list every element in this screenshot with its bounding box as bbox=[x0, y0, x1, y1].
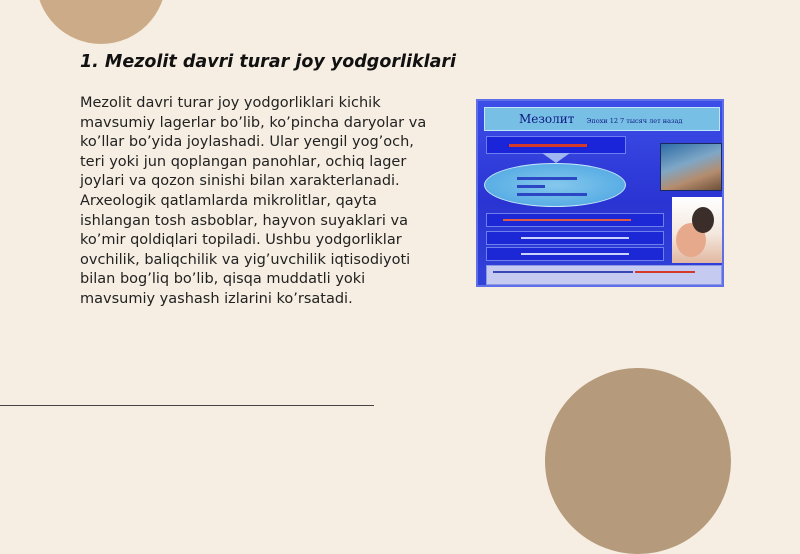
divider-line bbox=[0, 405, 374, 406]
slide-subtitle: Эпохи 12 7 тысяч лет назад bbox=[586, 117, 683, 125]
slide-header-box bbox=[486, 136, 626, 154]
page-title: 1. Mezolit davri turar joy yodgorliklari bbox=[80, 52, 457, 72]
decorative-circle-top bbox=[36, 0, 166, 44]
slide-bar bbox=[486, 247, 664, 261]
slide-image bbox=[476, 99, 724, 287]
decorative-circle-bottom bbox=[545, 368, 731, 554]
slide-photo-landscape bbox=[660, 143, 722, 191]
slide-title: Мезолит bbox=[519, 112, 575, 126]
slide-bar bbox=[486, 231, 664, 245]
slide-footer bbox=[486, 265, 722, 285]
slide-title-bar bbox=[484, 107, 720, 131]
body-paragraph: Mezolit davri turar joy yodgorliklari kichik mavsumiy lagerlar bo’lib, ko’pincha daryolar va ko’llar bo’yida joylashadi. Ular yengil yog’och, teri yoki jun qoplangan panohlar, ochiq lager joylari va qozon sinishi bilan xarakterlanadi. Arxeologik qatlamlarda mikrolitlar, qayta ishlangan tosh asboblar, hayvon suyaklari va ko’mir qoldiqlari topiladi. Ushbu yodgorliklar ovchilik, baliqchilik va yig’uvchilik iqtisodiyoti bilan bog’liq bo’lib, qisqa muddatli yoki mavsumiy yashash izlarini ko’rsatadi. bbox=[80, 95, 427, 307]
slide-arrow bbox=[542, 153, 570, 163]
slide-ellipse bbox=[484, 163, 626, 207]
slide-bar bbox=[486, 213, 664, 227]
slide-photo-figure bbox=[672, 197, 722, 263]
